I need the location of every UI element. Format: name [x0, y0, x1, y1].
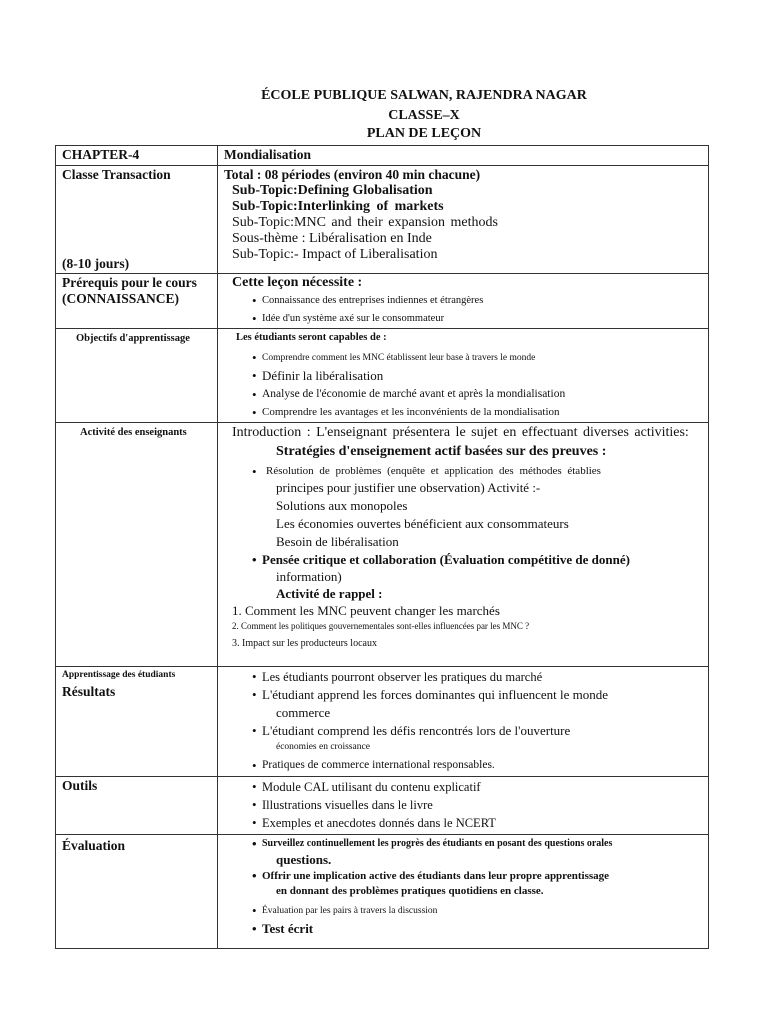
- prerequisites-label: Prérequis pour le cours (CONNAISSANCE): [56, 274, 218, 329]
- objectives-label: Objectifs d'apprentissage: [56, 329, 218, 423]
- objectives-intro: Les étudiants seront capables de :: [236, 332, 387, 343]
- critical-thinking-list: [224, 551, 703, 569]
- row-teacher-activity: [56, 423, 709, 667]
- recall-title: Activité de rappel :: [276, 586, 383, 601]
- list-item: • Surveillez continuellement les progrès des étudiants en posant des questions orales: [224, 836, 703, 851]
- evaluation-1-continuation: questions.: [276, 852, 332, 867]
- list-item: • Résolution de problèmes (enquête et application des méthodes établies: [224, 464, 703, 479]
- list-item: • Comprendre comment les MNC établissent leur base à travers le monde: [224, 351, 703, 365]
- outcomes-label: Résultats: [62, 684, 116, 699]
- document-title: PLAN DE LEÇON: [366, 126, 482, 141]
- list-item: • Test écrit: [224, 921, 703, 937]
- sub-topic-3: Sub-Topic:MNC and their expansion methods: [232, 215, 498, 230]
- prerequisites-content: [218, 274, 709, 329]
- list-item: • Idée d'un système axé sur le consommateur: [224, 311, 703, 326]
- list-item: • Exemples et anecdotes donnés dans le NCERT: [224, 814, 703, 832]
- list-item: • Les étudiants pourront observer les pratiques du marché: [224, 668, 703, 686]
- objectives-content: [218, 329, 709, 423]
- row-tools: [56, 777, 709, 835]
- sub-item-monopolies: Solutions aux monopoles: [276, 498, 408, 513]
- prerequisites-list: [224, 293, 703, 326]
- sub-item-liberalisation-need: Besoin de libéralisation: [276, 534, 399, 549]
- chapter-label: CHAPTER-4: [56, 146, 218, 166]
- tools-label: Outils: [56, 777, 218, 835]
- transaction-duration: (8-10 jours): [62, 256, 130, 271]
- sub-item-open-economies: Les économies ouvertes bénéficient aux consommateurs: [276, 516, 569, 531]
- sub-topic-4: Sous-thème : Libéralisation en Inde: [232, 231, 432, 246]
- row-objectives: [56, 329, 709, 423]
- evaluation-list-2: [224, 868, 703, 884]
- transaction-label-cell: [56, 166, 218, 274]
- evaluation-label: Évaluation: [56, 835, 218, 949]
- outcome-3-continuation: économies en croissance: [276, 742, 370, 752]
- list-item: • Évaluation par les pairs à travers la discussion: [224, 904, 703, 918]
- list-item: • Définir la libéralisation: [224, 368, 703, 384]
- school-name: ÉCOLE PUBLIQUE SALWAN, RAJENDRA NAGAR: [261, 88, 587, 103]
- row-chapter: [56, 146, 709, 166]
- list-item: • Illustrations visuelles dans le livre: [224, 796, 703, 814]
- outcome-2-continuation: commerce: [276, 705, 331, 720]
- outcomes-label-cell: [56, 667, 218, 777]
- recall-question-1: 1. Comment les MNC peuvent changer les marchés: [232, 603, 500, 618]
- list-item: • Pensée critique et collaboration (Évaluation compétitive de donné): [224, 551, 703, 569]
- strategies-list: [224, 464, 703, 479]
- tools-list: [224, 778, 703, 832]
- outcomes-list-3: [224, 758, 703, 773]
- objectives-list: [224, 351, 703, 420]
- strategies-title: Stratégies d'enseignement actif basées sur des preuves :: [276, 444, 607, 459]
- row-evaluation: [56, 835, 709, 949]
- activity-bullet2-continuation: information): [276, 569, 342, 584]
- transaction-content: [218, 166, 709, 274]
- tools-content: [218, 777, 709, 835]
- chapter-value: Mondialisation: [218, 146, 709, 166]
- prerequisites-intro: Cette leçon nécessite :: [232, 275, 363, 290]
- list-item: • Connaissance des entreprises indiennes et étrangères: [224, 293, 703, 308]
- transaction-label: Classe Transaction: [62, 167, 171, 182]
- evaluation-list: [224, 836, 703, 851]
- total-periods: Total : 08 périodes (environ 40 min chacune): [224, 167, 481, 182]
- row-transaction: [56, 166, 709, 274]
- list-item: • L'étudiant apprend les forces dominantes qui influencent le monde: [224, 686, 703, 704]
- teacher-activity-label: Activité des enseignants: [56, 423, 218, 667]
- lesson-plan-table: [55, 145, 709, 949]
- class-title: CLASSE–X: [388, 108, 460, 123]
- list-item: • L'étudiant comprend les défis rencontrés lors de l'ouverture: [224, 722, 703, 740]
- teacher-activity-content: [218, 423, 709, 667]
- recall-question-3: 3. Impact sur les producteurs locaux: [232, 638, 377, 649]
- outcomes-content: [218, 667, 709, 777]
- row-learning-outcomes: [56, 667, 709, 777]
- list-item: • Comprendre les avantages et les inconvénients de la mondialisation: [224, 405, 703, 420]
- evaluation-content: [218, 835, 709, 949]
- evaluation-list-3: [224, 904, 703, 937]
- list-item: • Analyse de l'économie de marché avant et après la mondialisation: [224, 387, 703, 402]
- outcomes-list: [224, 668, 703, 704]
- sub-topic-1: Sub-Topic:Defining Globalisation: [232, 183, 433, 198]
- activity-bullet1-continuation: principes pour justifier une observation) Activité :-: [276, 480, 541, 495]
- outcomes-list-2: [224, 722, 703, 740]
- sub-topic-2: Sub-Topic:Interlinking of markets: [232, 199, 444, 214]
- row-prerequisites: [56, 274, 709, 329]
- recall-question-2: 2. Comment les politiques gouvernementales sont-elles influencées par les MNC ?: [232, 621, 530, 631]
- list-item: • Pratiques de commerce international responsables.: [224, 758, 703, 773]
- outcomes-label-small: Apprentissage des étudiants: [62, 670, 176, 680]
- activity-intro: Introduction : L'enseignant présentera le sujet en effectuant diverses activities:: [232, 425, 689, 440]
- sub-topic-5: Sub-Topic:- Impact of Liberalisation: [232, 247, 438, 262]
- evaluation-2-continuation: en donnant des problèmes pratiques quotidiens en classe.: [276, 885, 544, 897]
- list-item: • Offrir une implication active des étudiants dans leur propre apprentissage: [224, 868, 703, 884]
- list-item: • Module CAL utilisant du contenu explicatif: [224, 778, 703, 796]
